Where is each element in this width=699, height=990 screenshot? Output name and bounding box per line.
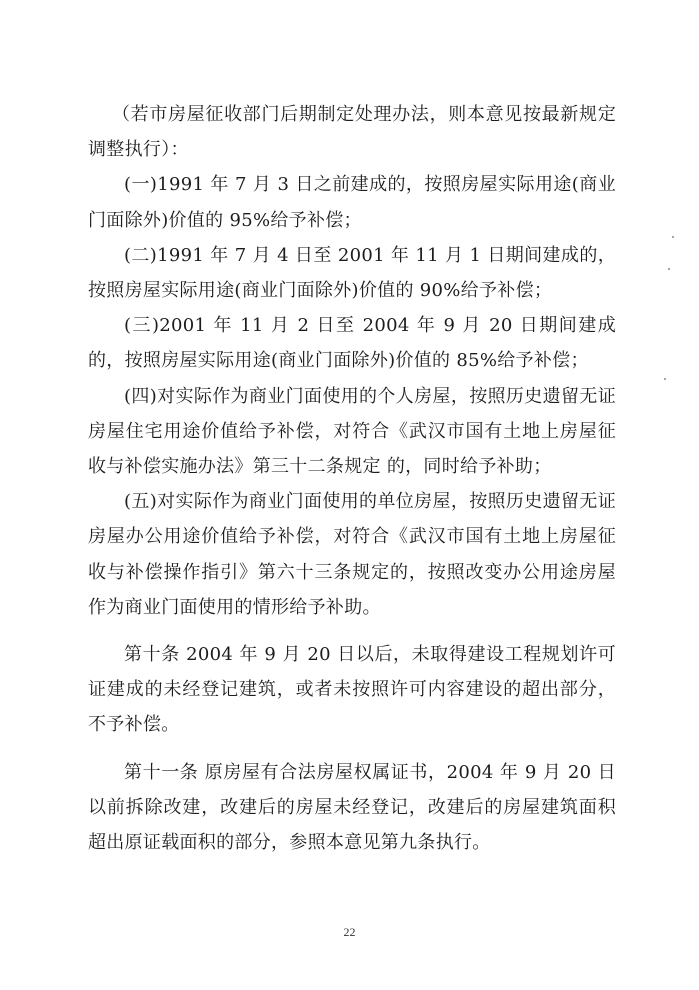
compensation-item-2: (二)1991 年 7 月 4 日至 2001 年 11 月 1 日期间建成的，按照房屋实际用途(商业门面除外)价值的 90%给予补偿；: [88, 244, 616, 302]
article-11-paragraph: 第十一条 原房屋有合法房屋权属证书，2004 年 9 月 20 日以前拆除改建，改建后的房屋未经登记，改建后的房屋建筑面积超出原证载面积的部分，参照本意见第九条执行。: [88, 761, 616, 854]
page-number: 22: [343, 925, 356, 939]
scan-speck: [668, 268, 670, 270]
compensation-item-5: (五)对实际作为商业门面使用的单位房屋，按照历史遗留无证房屋办公用途价值给予补偿，对符合《武汉市国有土地上房屋征收与补偿操作指引》第六十三条规定的，按照改变办公用途房屋作为商业门面使用的情形给予补助。: [88, 491, 616, 618]
scan-speck: [664, 378, 666, 380]
compensation-item-1: (一)1991 年 7 月 3 日之前建成的，按照房屋实际用途(商业门面除外)价值的 95%给予补偿；: [88, 174, 616, 231]
article-10-paragraph: 第十条 2004 年 9 月 20 日以后，未取得建设工程规划许可证建成的未经登记建筑，或者未按照许可内容建设的超出部分，不予补偿。: [88, 644, 616, 736]
scan-speck: [672, 236, 674, 238]
intro-paragraph: （若市房屋征收部门后期制定处理办法，则本意见按最新规定调整执行）：: [88, 104, 616, 161]
body-text: [88, 97, 616, 860]
compensation-item-3: (三)2001 年 11 月 2 日至 2004 年 9 月 20 日期间建成的，按照房屋实际用途(商业门面除外)价值的 85%给予补偿；: [88, 315, 616, 372]
compensation-item-4: (四)对实际作为商业门面使用的个人房屋，按照历史遗留无证房屋住宅用途价值给予补偿，对符合《武汉市国有土地上房屋征收与补偿实施办法》第三十二条规定 的，同时给予补助；: [88, 385, 616, 478]
